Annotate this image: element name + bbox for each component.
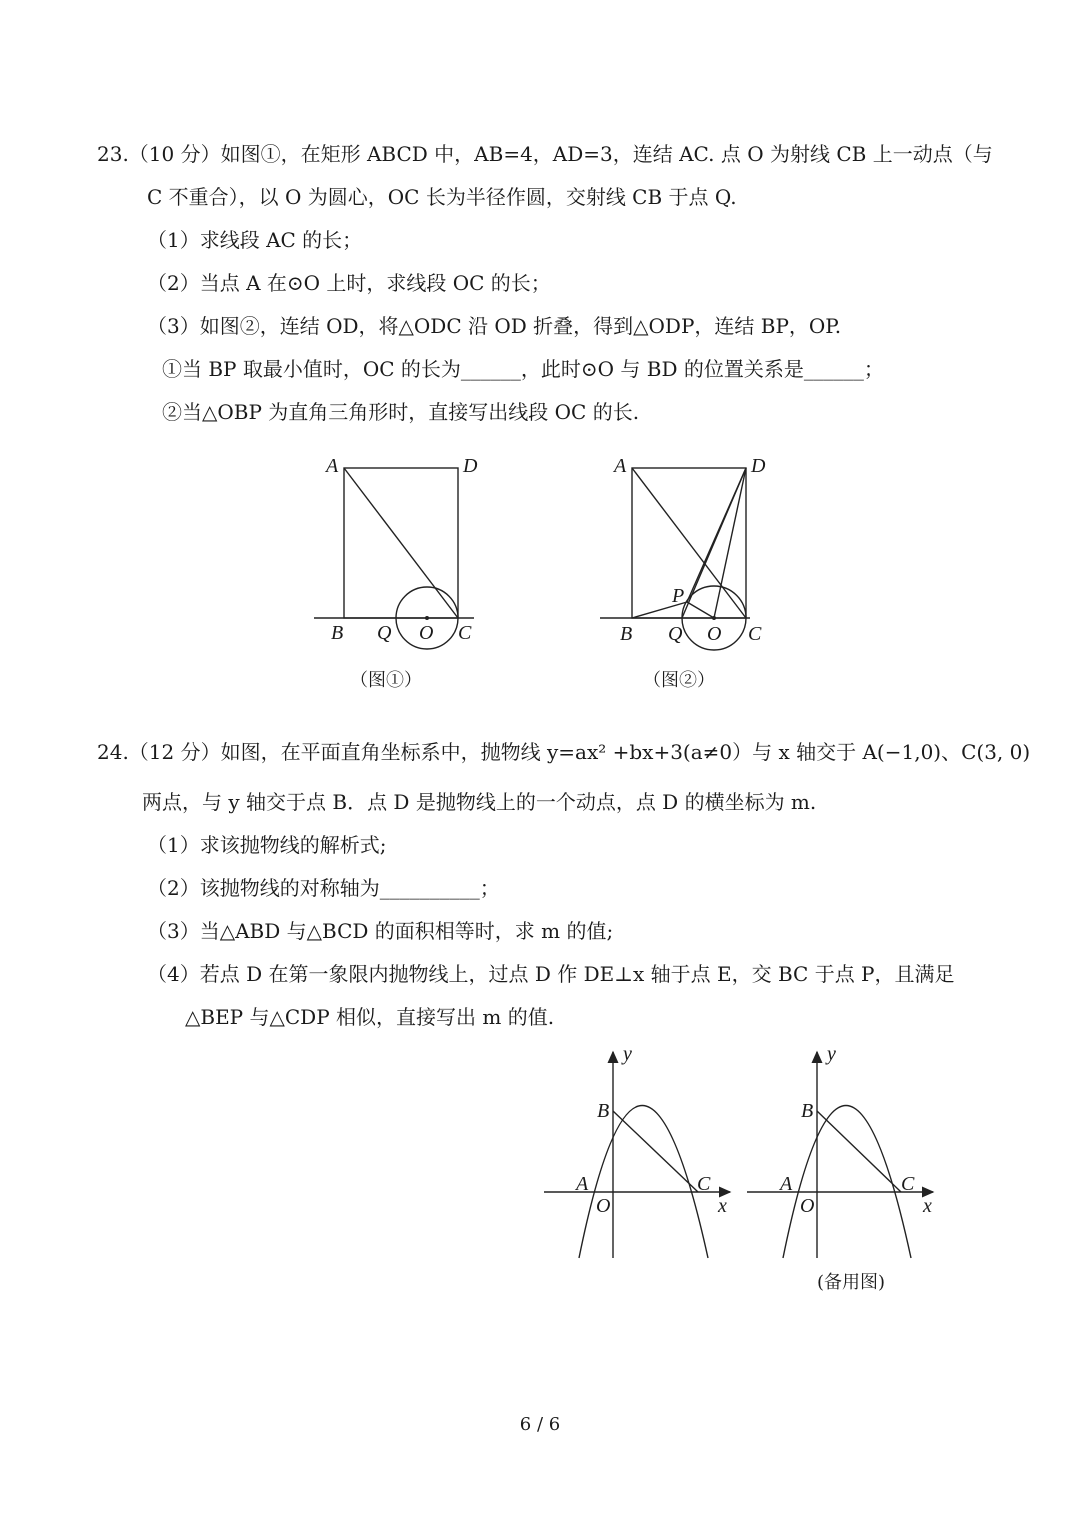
figure-2-caption: （图②） <box>643 670 715 691</box>
label-B: B <box>801 1100 814 1122</box>
label-x: x <box>923 1195 932 1217</box>
label-y: y <box>827 1043 836 1065</box>
label-B: B <box>620 623 633 645</box>
label-A: A <box>780 1173 793 1195</box>
figure-1-caption: （图①） <box>350 670 422 691</box>
diagonal-ac <box>632 468 746 618</box>
q23-figure-2 <box>590 450 790 650</box>
label-Q: Q <box>377 622 392 644</box>
label-C: C <box>901 1173 915 1195</box>
q24-figure-main <box>540 1040 740 1270</box>
label-C: C <box>697 1173 711 1195</box>
page-number: 6 / 6 <box>519 1414 561 1435</box>
label-P: P <box>672 585 685 607</box>
parabola-curve <box>579 1106 708 1259</box>
q24-part1: （1）求该抛物线的解析式; <box>147 833 387 857</box>
label-Q: Q <box>668 623 683 645</box>
segment-po <box>687 602 714 618</box>
label-A: A <box>614 455 627 477</box>
label-O: O <box>419 622 434 644</box>
label-C: C <box>748 623 762 645</box>
label-A: A <box>576 1173 589 1195</box>
label-O: O <box>596 1195 611 1217</box>
label-A: A <box>326 455 339 477</box>
segment-bc <box>817 1111 901 1192</box>
q23-part1: （1）求线段 AC 的长； <box>147 228 363 252</box>
label-B: B <box>331 622 344 644</box>
q24-figure-backup <box>743 1040 943 1270</box>
diagonal-ac <box>344 468 458 618</box>
label-O: O <box>707 623 722 645</box>
segment-do <box>714 468 746 618</box>
label-x: x <box>718 1195 727 1217</box>
label-O: O <box>800 1195 815 1217</box>
backup-figure-caption: (备用图) <box>817 1272 886 1293</box>
q23-figure-1 <box>300 450 500 650</box>
q23-part3: （3）如图②，连结 OD，将△ODC 沿 OD 折叠，得到△ODP，连结 BP，OP. <box>147 314 842 338</box>
q23-intro-line2: C 不重合），以 O 为圆心，OC 长为半径作圆，交射线 CB 于点 Q. <box>147 185 737 209</box>
label-D: D <box>751 455 766 477</box>
label-D: D <box>463 455 478 477</box>
q24-intro-line2: 两点，与 y 轴交于点 B．点 D 是抛物线上的一个动点，点 D 的横坐标为 m. <box>142 790 817 814</box>
label-B: B <box>597 1100 610 1122</box>
q23-sub2: ②当△OBP 为直角三角形时，直接写出线段 OC 的长. <box>162 400 640 424</box>
segment-bc <box>613 1111 698 1192</box>
q23-intro-line1: 23.（10 分）如图①，在矩形 ABCD 中，AB=4，AD=3，连结 AC. 点 O 为射线 CB 上一动点（与 <box>97 142 993 166</box>
q24-intro-line1: 24.（12 分）如图，在平面直角坐标系中，抛物线 y=ax² +bx+3(a≠0）与 x 轴交于 A(−1,0)、C(3, 0) <box>97 740 1031 764</box>
q24-part4-line2: △BEP 与△CDP 相似，直接写出 m 的值. <box>185 1005 555 1029</box>
parabola-curve <box>783 1106 911 1259</box>
q23-sub1: ①当 BP 取最小值时，OC 的长为______，此时⊙O 与 BD 的位置关系是______； <box>162 357 884 381</box>
label-y: y <box>623 1043 632 1065</box>
q24-part2: （2）该抛物线的对称轴为__________； <box>147 876 500 900</box>
q23-part2: （2）当点 A 在⊙O 上时，求线段 OC 的长； <box>147 271 551 295</box>
label-C: C <box>458 622 472 644</box>
q24-part3: （3）当△ABD 与△BCD 的面积相等时，求 m 的值; <box>147 919 614 943</box>
q24-part4-line1: （4）若点 D 在第一象限内抛物线上，过点 D 作 DE⊥x 轴于点 E，交 BC 于点 P，且满足 <box>147 962 955 986</box>
